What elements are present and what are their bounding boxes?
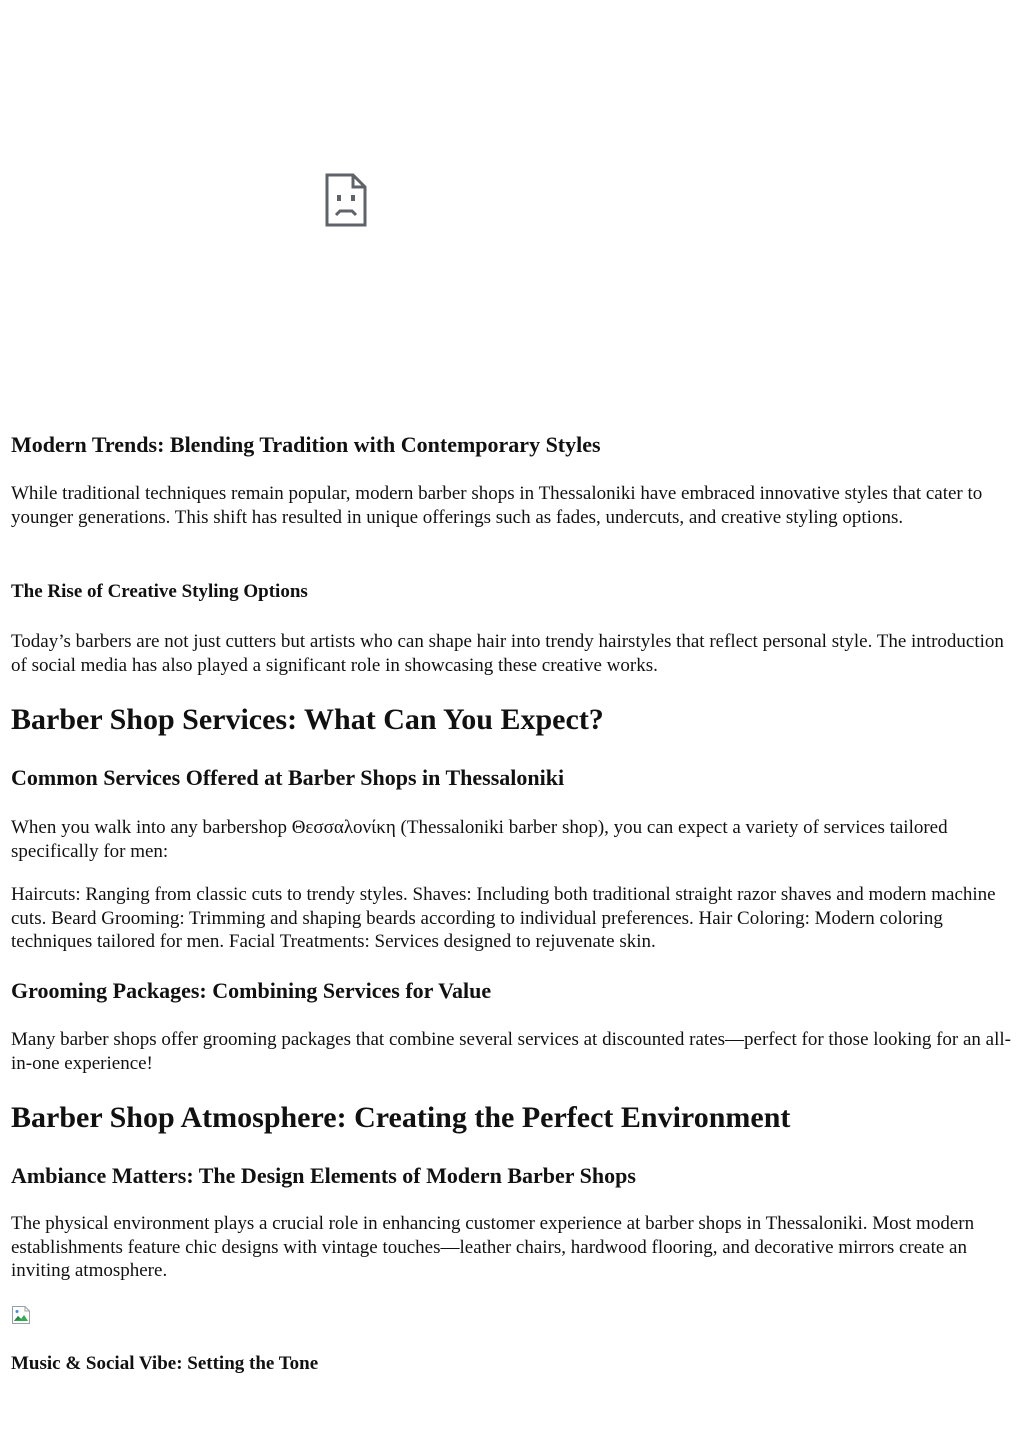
subheading-creative-styling: The Rise of Creative Styling Options — [11, 581, 308, 602]
embedded-media-frame — [11, 0, 1013, 410]
subheading-common-services: Common Services Offered at Barber Shops in Thessaloniki — [11, 765, 565, 790]
article — [11, 0, 1013, 1374]
section-heading-atmosphere: Barber Shop Atmosphere: Creating the Perfect Environment — [11, 1101, 791, 1134]
subheading-grooming-packages: Grooming Packages: Combining Services for Value — [11, 978, 492, 1003]
paragraph-grooming-packages: Many barber shops offer grooming packages that combine several services at discounted rates—perfect for those looking for an all-in-one experience! — [11, 1029, 1011, 1074]
paragraph-services-list: Haircuts: Ranging from classic cuts to trendy styles. Shaves: Including both traditional straight razor shaves and modern machine cuts. Beard Grooming: Trimming and shaping beards according to individual preferences. Hair Coloring: Modern coloring techniques tailored for men. Facial Treatments: Services designed to rejuvenate skin. — [11, 884, 996, 952]
paragraph-ambiance: The physical environment plays a crucial role in enhancing customer experience at barber shops in Thessaloniki. Most modern establishments feature chic designs with vintage touches—leather chairs, hardwood flooring, and decorative mirrors create an inviting atmosphere. — [11, 1213, 975, 1281]
section-heading-services: Barber Shop Services: What Can You Expect? — [11, 703, 604, 736]
subheading-music-social-vibe: Music & Social Vibe: Setting the Tone — [11, 1353, 319, 1374]
paragraph-creative-styling: Today’s barbers are not just cutters but artists who can shape hair into trendy hairstyles that reflect personal style. The introduction of social media has also played a significant role in showcasing these creative works. — [11, 631, 1004, 676]
paragraph-modern-trends: While traditional techniques remain popular, modern barber shops in Thessaloniki have embraced innovative styles that cater to younger generations. This shift has resulted in unique offerings such as fades, undercuts, and creative styling options. — [11, 483, 983, 528]
paragraph-services-intro: When you walk into any barbershop Θεσσαλονίκη (Thessaloniki barber shop), you can expect a variety of services tailored specifically for men: — [11, 817, 948, 862]
section-heading-modern-trends: Modern Trends: Blending Tradition with Contemporary Styles — [11, 432, 601, 457]
broken-page-icon — [325, 173, 367, 227]
broken-image-icon — [11, 1305, 31, 1325]
subheading-ambiance: Ambiance Matters: The Design Elements of Modern Barber Shops — [11, 1163, 636, 1188]
